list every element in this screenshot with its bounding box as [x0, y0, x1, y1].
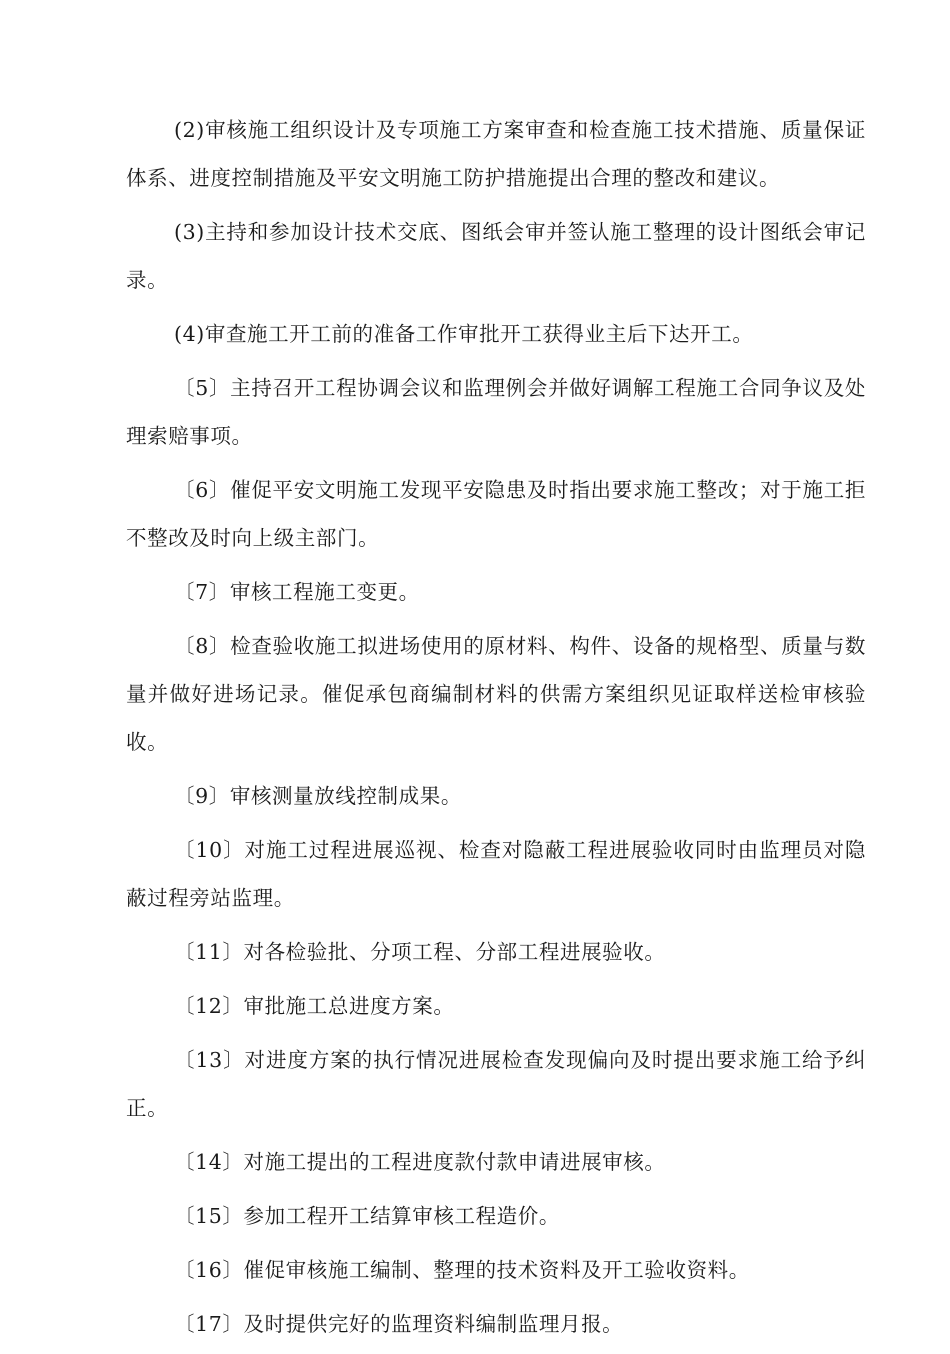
paragraph-item-7: 〔7〕审核工程施工变更。: [174, 580, 420, 604]
paragraph-item-2: (2)审核施工组织设计及专项施工方案审查和检查施工技术措施、质量保证体系、进度控制措施及平安文明施工防护措施提出合理的整改和建议。: [126, 118, 866, 190]
paragraph-item-8: 〔8〕检查验收施工拟进场使用的原材料、构件、设备的规格型、质量与数量并做好进场记录。催促承包商编制材料的供需方案组织见证取样送检审核验收。: [126, 634, 866, 754]
paragraph-item-9: 〔9〕审核测量放线控制成果。: [174, 784, 462, 808]
paragraph-item-12: 〔12〕审批施工总进度方案。: [174, 994, 455, 1018]
paragraph-item-15: 〔15〕参加工程开工结算审核工程造价。: [174, 1204, 560, 1228]
paragraph-item-17: 〔17〕及时提供完好的监理资料编制监理月报。: [174, 1312, 624, 1336]
paragraph-item-4: (4)审查施工开工前的准备工作审批开工获得业主后下达开工。: [174, 322, 754, 346]
paragraph-item-3: (3)主持和参加设计技术交底、图纸会审并签认施工整理的设计图纸会审记录。: [126, 220, 866, 292]
document-body: [126, 106, 866, 1354]
paragraph-item-10: 〔10〕对施工过程进展巡视、检查对隐蔽工程进展验收同时由监理员对隐蔽过程旁站监理。: [126, 838, 866, 910]
paragraph-item-14: 〔14〕对施工提出的工程进度款付款申请进展审核。: [174, 1150, 666, 1174]
paragraph-item-13: 〔13〕对进度方案的执行情况进展检查发现偏向及时提出要求施工给予纠正。: [126, 1048, 866, 1120]
paragraph-item-16: 〔16〕催促审核施工编制、整理的技术资料及开工验收资料。: [174, 1258, 750, 1282]
paragraph-item-11: 〔11〕对各检验批、分项工程、分部工程进展验收。: [174, 940, 666, 964]
paragraph-item-5: 〔5〕主持召开工程协调会议和监理例会并做好调解工程施工合同争议及处理索赔事项。: [126, 376, 866, 448]
paragraph-item-6: 〔6〕催促平安文明施工发现平安隐患及时指出要求施工整改；对于施工拒不整改及时向上级主部门。: [126, 478, 866, 550]
